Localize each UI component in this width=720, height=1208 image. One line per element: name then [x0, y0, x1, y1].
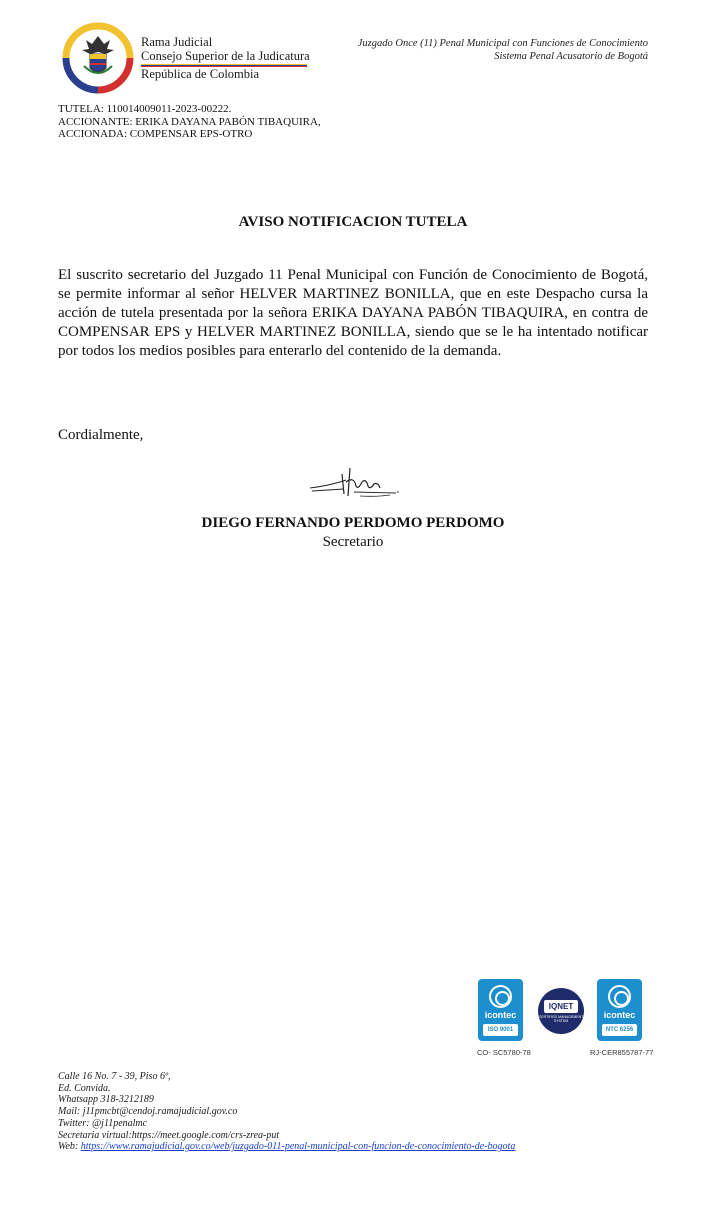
court-name [358, 38, 648, 63]
icontec-logo-icon [608, 985, 631, 1008]
body-paragraph: El suscrito secretario del Juzgado 11 Penal Municipal con Función de Conocimiento de Bogotá, se permite informar al señor HELVER MARTINEZ BONILLA, que en este Despacho cursa la acción de tutela presentada por la señora ERIKA DAYANA PABÓN TIBAQUIRA, en contra de COMPENSAR EPS y HELVER MARTINEZ BONILLA, siendo que se le ha intentado notificar por todos los medios posibles para enterarlo del contenido de la demanda. [58, 267, 648, 359]
cert-code-right: RJ-CER855787-77 [590, 1048, 654, 1057]
court-line-1: Juzgado Once (11) Penal Municipal con Funciones de Conocimiento [357, 38, 648, 49]
footer-virtual: Secretaria virtual:https://meet.google.com/crs-zrea-put [58, 1129, 280, 1141]
footer-mail: Mail: j11pmcbt@cendoj.ramajudicial.gov.co [58, 1106, 238, 1118]
iqnet-label: IQNET [544, 1000, 578, 1013]
closing-salutation: Cordialmente, [58, 427, 144, 443]
handwritten-signature [306, 460, 406, 502]
ntc-label: NTC 6256 [602, 1024, 637, 1036]
rama-judicial-emblem-icon [62, 22, 134, 94]
footer-whatsapp: Whatsapp 318-3212189 [58, 1094, 154, 1106]
case-accionante: ACCIONANTE: ERIKA DAYANA PABÓN TIBAQUIRA, [58, 115, 321, 128]
iqnet-badge [538, 988, 584, 1034]
icontec-iso-badge [478, 979, 523, 1041]
icontec-ntc-badge [597, 979, 642, 1041]
case-accionada: ACCIONADA: COMPENSAR EPS-OTRO [58, 128, 253, 140]
footer-web-label: Web: [58, 1141, 81, 1153]
footer-twitter: Twitter: @j11penalmc [58, 1117, 148, 1129]
signer-name: DIEGO FERNANDO PERDOMO PERDOMO [201, 515, 505, 531]
document-title: AVISO NOTIFICACION TUTELA [238, 214, 468, 230]
iqnet-sub-label: CERTIFIED MANAGEMENT SYSTEM [538, 1015, 584, 1023]
icontec-brand-label: icontec [603, 1010, 636, 1020]
signer-role: Secretario [322, 534, 384, 550]
icontec-logo-icon [489, 985, 512, 1008]
case-tutela: TUTELA: 110014009011-2023-00222. [58, 103, 232, 115]
icontec-brand-label: icontec [484, 1010, 517, 1020]
cert-code-left: CO- SC5780-78 [477, 1048, 531, 1057]
org-line-2: Consejo Superior de la Judicatura [141, 48, 310, 63]
footer-web-link[interactable]: https://www.ramajudicial.gov.co/web/juzgado-011-penal-municipal-con-funcion-de-conocimiento-de-bogota [80, 1141, 516, 1153]
footer-address: Calle 16 No. 7 - 39, Piso 6º, [58, 1071, 171, 1082]
footer-contact [58, 1071, 515, 1153]
case-info [58, 103, 321, 141]
iso-label: ISO 9001 [483, 1024, 518, 1036]
court-line-2: Sistema Penal Acusatorio de Bogotá [494, 50, 648, 62]
footer-building: Ed. Convida. [58, 1082, 111, 1094]
footer-web [58, 1141, 515, 1153]
org-line-1: Rama Judicial [141, 35, 213, 49]
organization-name [141, 35, 310, 81]
country-name: República de Colombia [141, 67, 260, 81]
